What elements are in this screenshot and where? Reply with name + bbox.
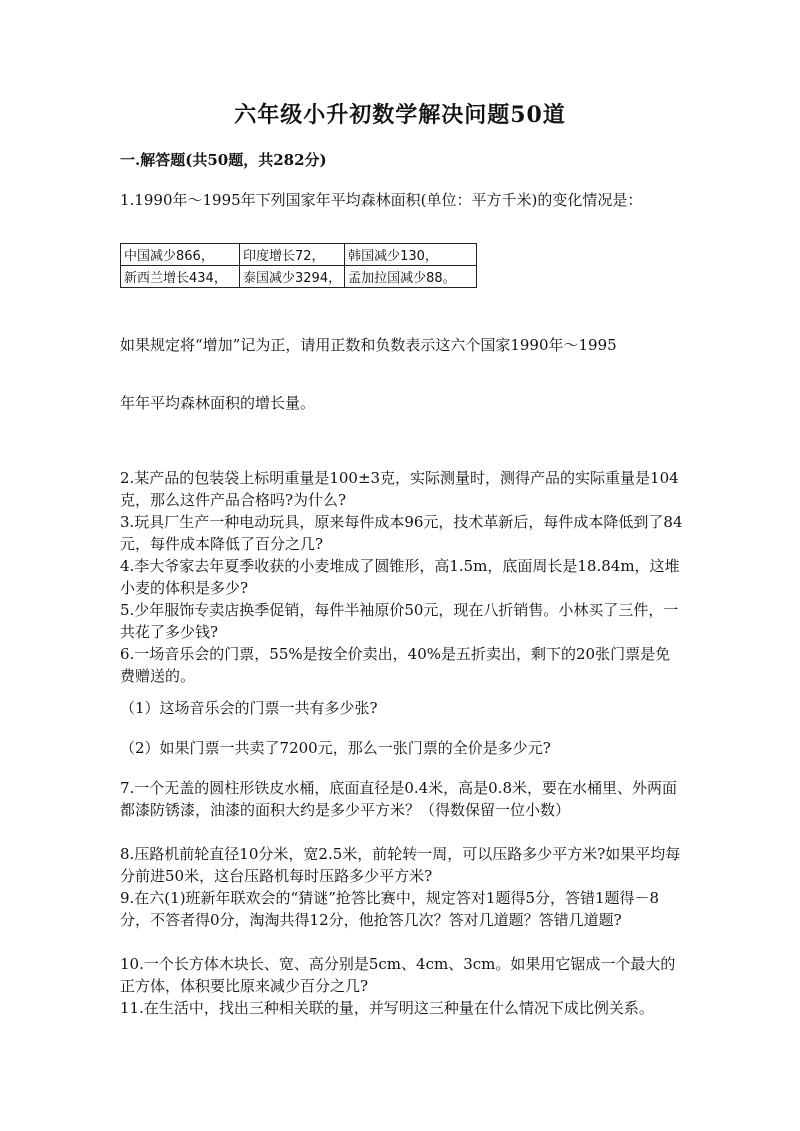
table-row (121, 244, 477, 266)
page-title: 六年级小升初数学解决问题50道 (234, 102, 566, 128)
question-3: 3.玩具厂生产一种电动玩具，原来每件成本96元，技术革新后，每件成本降低到了84元，每件成本降低了百分之几? (120, 513, 683, 553)
question-2: 2.某产品的包装袋上标明重量是100±3克，实际测量时，测得产品的实际重量是104克，那么这件产品合格吗?为什么? (120, 469, 679, 509)
question-6: 6.一场音乐会的门票，55%是按全价卖出，40%是五折卖出，剩下的20张门票是免费赠送的。 (120, 645, 671, 685)
table-row (121, 266, 477, 288)
question-5: 5.少年服饰专卖店换季促销，每件半袖原价50元，现在八折销售。小林买了三件，一共花了多少钱? (120, 601, 679, 641)
table-cell: 印度增长72， (240, 244, 345, 266)
question-11: 11.在生活中，找出三种相关联的量，并写明这三种量在什么情况下成比例关系。 (120, 999, 654, 1017)
question-6-part-1: （1）这场音乐会的门票一共有多少张? (120, 699, 378, 717)
table-cell: 中国减少866， (121, 244, 240, 266)
question-9: 9.在六(1)班新年联欢会的“猜谜”抢答比赛中，规定答对1题得5分，答错1题得－8分，不答者得0分，淘淘共得12分，他抢答几次？答对几道题？答错几道题? (120, 889, 660, 929)
forest-area-table (120, 243, 477, 288)
question-6-part-2: （2）如果门票一共卖了7200元，那么一张门票的全价是多少元? (120, 739, 551, 757)
section-heading: 一.解答题(共50题，共282分) (120, 151, 327, 169)
question-1-text-b: 年年平均森林面积的增长量。 (120, 394, 316, 412)
question-8: 8.压路机前轮直径10分米，宽2.5米，前轮转一周，可以压路多少平方米?如果平均每分前进50米，这台压路机每时压路多少平方米? (120, 845, 681, 885)
table-cell: 新西兰增长434， (121, 266, 240, 288)
table-cell: 韩国减少130， (345, 244, 477, 266)
question-7: 7.一个无盖的圆柱形铁皮水桶，底面直径是0.4米，高是0.8米，要在水桶里、外两面都漆防锈漆，油漆的面积大约是多少平方米？（得数保留一位小数） (120, 779, 678, 819)
table-cell: 孟加拉国减少88。 (345, 266, 477, 288)
question-1-intro: 1.1990年～1995年下列国家年平均森林面积(单位：平方千米)的变化情况是： (120, 191, 643, 209)
question-10: 10.一个长方体木块长、宽、高分别是5cm、4cm、3cm。如果用它锯成一个最大的正方体，体积要比原来减少百分之几? (120, 955, 676, 995)
question-1-text-a: 如果规定将“增加”记为正，请用正数和负数表示这六个国家1990年～1995 (120, 336, 617, 354)
table-cell: 泰国减少3294， (240, 266, 345, 288)
question-4: 4.李大爷家去年夏季收获的小麦堆成了圆锥形，高1.5m，底面周长是18.84m，这堆小麦的体积是多少? (120, 557, 680, 597)
